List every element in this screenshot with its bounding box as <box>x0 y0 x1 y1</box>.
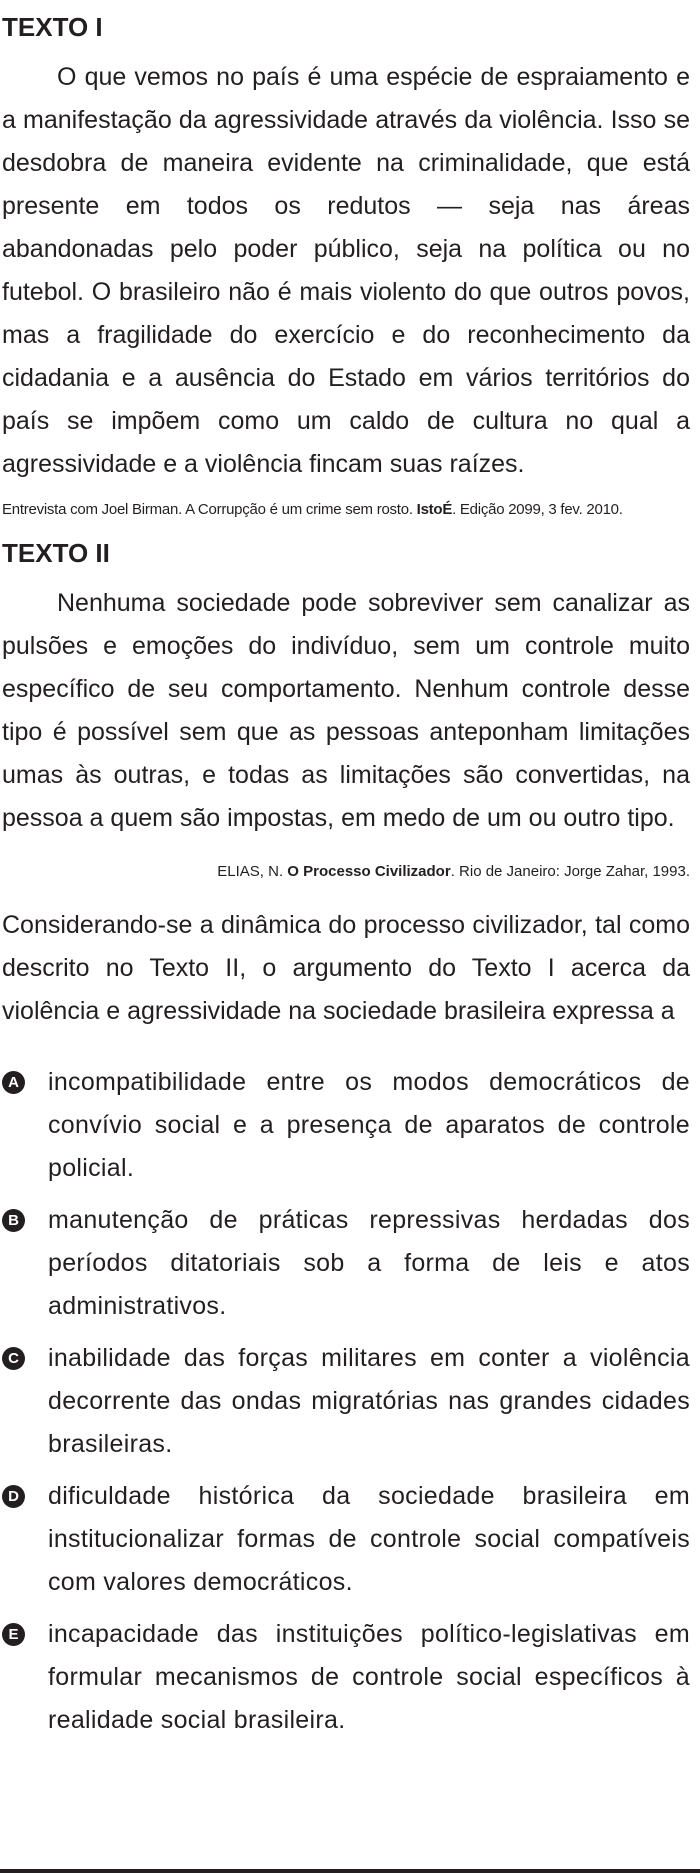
texto2-citation <box>2 862 690 882</box>
option-a-text: incompatibilidade entre os modos democráticos de convívio social e a presença de aparatos de controle policial. <box>48 1068 690 1182</box>
question-stem: Considerando-se a dinâmica do processo civilizador, tal como descrito no Texto II, o argumento do Texto I acerca da violência e agressividade na sociedade brasileira expressa a <box>2 911 690 1025</box>
bottom-divider <box>0 1869 700 1873</box>
texto2-citation-prefix: ELIAS, N. <box>217 863 288 880</box>
option-a-letter-badge: A <box>2 1071 25 1094</box>
option-d[interactable] <box>2 1475 690 1604</box>
texto1-body: O que vemos no país é uma espécie de espraiamento e a manifestação da agressividade através da violência. Isso se desdobra de maneira evidente na criminalidade, que está presente em todos os redutos — seja nas áreas abandonadas pelo poder público, seja na política ou no futebol. O brasileiro não é mais violento do que outros povos, mas a fragilidade do exercício e do reconhecimento da cidadania e a ausência do Estado em vários territórios do país se impõem como um caldo de cultura no qual a agressividade e a violência fincam suas raízes. <box>2 63 690 478</box>
option-a[interactable] <box>2 1061 690 1190</box>
texto1-heading: TEXTO I <box>2 12 103 42</box>
option-b[interactable] <box>2 1199 690 1328</box>
texto1-citation-source: IstoÉ <box>416 501 453 518</box>
option-c[interactable] <box>2 1337 690 1466</box>
answer-options <box>2 1061 690 1742</box>
texto1-citation <box>2 500 690 520</box>
option-e-letter-badge: E <box>2 1623 25 1646</box>
texto2-body: Nenhuma sociedade pode sobreviver sem canalizar as pulsões e emoções do indivíduo, sem um controle muito específico de seu comportamento. Nenhum controle desse tipo é possível sem que as pessoas anteponham limitações umas às outras, e todas as limitações são convertidas, na pessoa a quem são impostas, em medo de um ou outro tipo. <box>2 589 690 832</box>
option-b-letter-badge: B <box>2 1209 25 1232</box>
option-e-text: incapacidade das instituições político-legislativas em formular mecanismos de controle social específicos à realidade social brasileira. <box>48 1620 690 1734</box>
option-b-text: manutenção de práticas repressivas herdadas dos períodos ditatoriais sob a forma de leis e atos administrativos. <box>48 1206 690 1320</box>
texto2-citation-source: O Processo Civilizador <box>287 863 451 880</box>
option-c-letter-badge: C <box>2 1347 25 1370</box>
option-e[interactable] <box>2 1613 690 1742</box>
texto2-heading: TEXTO II <box>2 538 110 568</box>
texto2-citation-suffix: . Rio de Janeiro: Jorge Zahar, 1993. <box>450 863 690 880</box>
option-d-letter-badge: D <box>2 1485 25 1508</box>
option-d-text: dificuldade histórica da sociedade brasileira em institucionalizar formas de controle social compatíveis com valores democráticos. <box>48 1482 690 1596</box>
texto1-citation-suffix: . Edição 2099, 3 fev. 2010. <box>452 501 623 518</box>
texto1-citation-prefix: Entrevista com Joel Birman. A Corrupção é um crime sem rosto. <box>2 501 417 518</box>
option-c-text: inabilidade das forças militares em conter a violência decorrente das ondas migratórias nas grandes cidades brasileiras. <box>48 1344 690 1458</box>
